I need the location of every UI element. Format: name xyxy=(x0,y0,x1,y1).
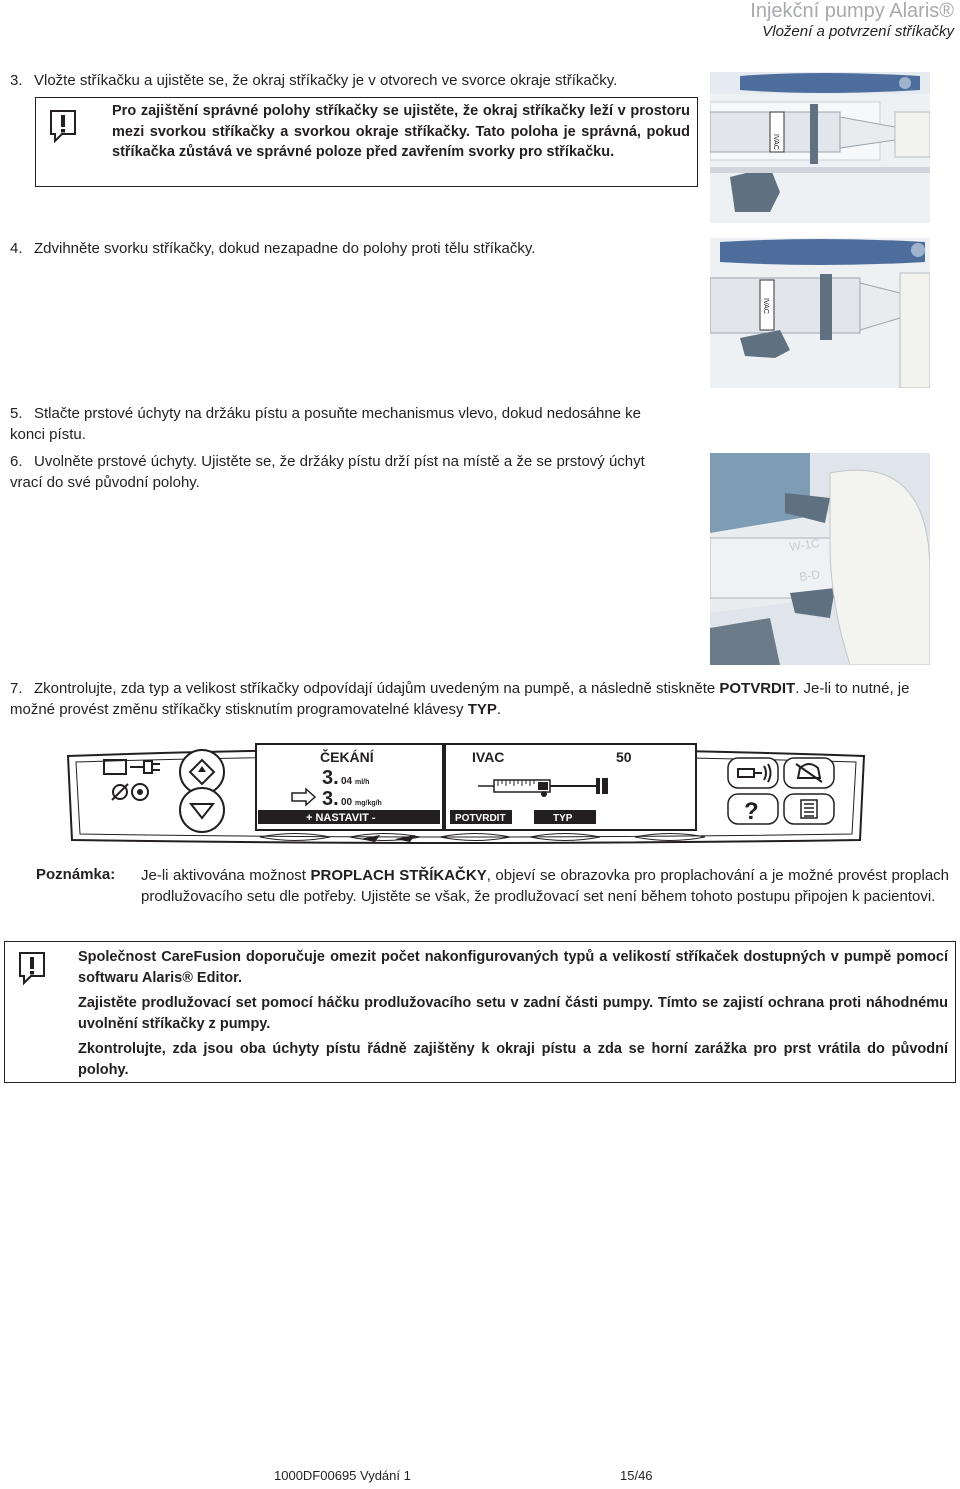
svg-text:B-D: B-D xyxy=(798,567,821,584)
note-text-part: , objeví se obrazovka pro proplachování a je možné provést proplach prodlužovacího setu dle potřeby. Ujistěte se však, že prodlužovací set není během tohoto postupu připojen k pacientovi. xyxy=(141,867,950,905)
step-3 xyxy=(10,70,690,91)
rate-unit: ml/h xyxy=(355,779,370,786)
type-softkey-label: TYP xyxy=(553,813,573,824)
clamp-lift-photo xyxy=(710,238,930,388)
step-5 xyxy=(10,403,670,445)
ivac-label: IVAC xyxy=(762,298,769,314)
warning-icon xyxy=(17,950,47,986)
confirm-softkey-label: POTVRDIT xyxy=(455,813,506,824)
step-4 xyxy=(10,238,690,259)
rate-big: 3. xyxy=(322,767,339,789)
step-number: 4. xyxy=(10,240,23,257)
dose-small: 00 xyxy=(341,797,353,808)
step-6 xyxy=(10,451,680,493)
warning-paragraph-2: Zajistěte prodlužovací set pomocí háčku prodlužovacího setu v zadní části pumpy. Tímto se zajistí ochrana proti náhodnému uvolnění stříkačky z pumpy. xyxy=(78,995,948,1032)
step-text: Stlačte prstové úchyty na držáku pístu a posuňte mechanismus vlevo, dokud nedosáhne ke konci pístu. xyxy=(10,405,642,443)
help-key-label: ? xyxy=(744,798,759,825)
type-keyword: TYP xyxy=(467,701,497,718)
pump-panel-diagram xyxy=(60,742,872,852)
footer-page-number: 15/46 xyxy=(620,1468,653,1483)
step-text: Uvolněte prstové úchyty. Ujistěte se, že držáky pístu drží píst na místě a že se prstový úchyt vrací do své původní polohy. xyxy=(10,453,645,491)
step-number: 3. xyxy=(10,72,23,89)
step-number: 6. xyxy=(10,453,23,470)
step-text: Zkontrolujte, zda typ a velikost stříkačky odpovídají údajům uvedeným na pumpě, a následně stiskněte xyxy=(34,680,720,697)
note-keyword: PROPLACH STŘÍKAČKY xyxy=(310,867,487,884)
dose-big: 3. xyxy=(322,788,339,810)
step-number: 5. xyxy=(10,405,23,422)
syringe-insert-photo xyxy=(710,72,930,223)
plunger-holder-photo xyxy=(710,453,930,665)
warning-icon xyxy=(48,108,78,144)
note-label: Poznámka: xyxy=(36,866,116,883)
warning-paragraph-1: Společnost CareFusion doporučuje omezit počet nakonfigurovaných typů a velikostí stříkaček dostupných v pumpě pomocí softwaru Alaris® Editor. xyxy=(78,949,948,986)
rate-small: 04 xyxy=(341,776,353,787)
syringe-size: 50 xyxy=(616,749,632,765)
step-text: . Je-li to nutné, je možné provést změnu stříkačky stisknutím programovatelné klávesy xyxy=(10,680,910,718)
silence-key-icon[interactable] xyxy=(784,758,834,788)
dose-unit: mg/kg/h xyxy=(355,800,382,807)
header-title: Injekční pumpy Alaris® xyxy=(750,0,954,22)
help-key-icon[interactable] xyxy=(728,794,778,825)
step-text: Zdvihněte svorku stříkačky, dokud nezapadne do polohy proti tělu stříkačky. xyxy=(34,240,536,257)
svg-text:W-1C: W-1C xyxy=(788,535,821,554)
note-text-part: Je-li aktivována možnost xyxy=(141,867,311,884)
stop-button-icon[interactable] xyxy=(180,788,224,832)
options-key-icon[interactable] xyxy=(784,794,834,824)
set-label: + NASTAVIT - xyxy=(306,812,376,824)
warning-box-2 xyxy=(4,941,956,1083)
step-7 xyxy=(10,678,940,720)
step-text: Vložte stříkačku a ujistěte se, že okraj stříkačky je v otvorech ve svorce okraje stříkačky. xyxy=(34,72,618,89)
step-text: . xyxy=(496,701,502,718)
header-subtitle: Vložení a potvrzení stříkačky xyxy=(762,23,954,40)
ivac-label: IVAC xyxy=(772,134,779,150)
confirm-keyword: POTVRDIT xyxy=(719,680,796,697)
warning-box-1 xyxy=(35,97,698,187)
step-number: 7. xyxy=(10,680,23,697)
warning-text: Pro zajištění správné polohy stříkačky se ujistěte, že okraj stříkačky leží v prostoru mezi svorkou stříkačky a svorkou okraje stříkačky. Tato poloha je správná, pokud stříkačka zůstává ve správné poloze před zavřením svorky pro stříkačku. xyxy=(112,103,690,160)
note-text xyxy=(141,866,949,907)
syringe-type: IVAC xyxy=(472,749,505,765)
bolus-key-icon[interactable] xyxy=(728,758,778,788)
status-text: ČEKÁNÍ xyxy=(320,749,374,765)
warning-paragraph-3: Zkontrolujte, zda jsou oba úchyty pístu řádně zajištěny k okraji pístu a zda se horní zarážka pro prst vrátila do původní polohy. xyxy=(78,1041,948,1078)
footer-doc-id: 1000DF00695 Vydání 1 xyxy=(274,1468,411,1483)
